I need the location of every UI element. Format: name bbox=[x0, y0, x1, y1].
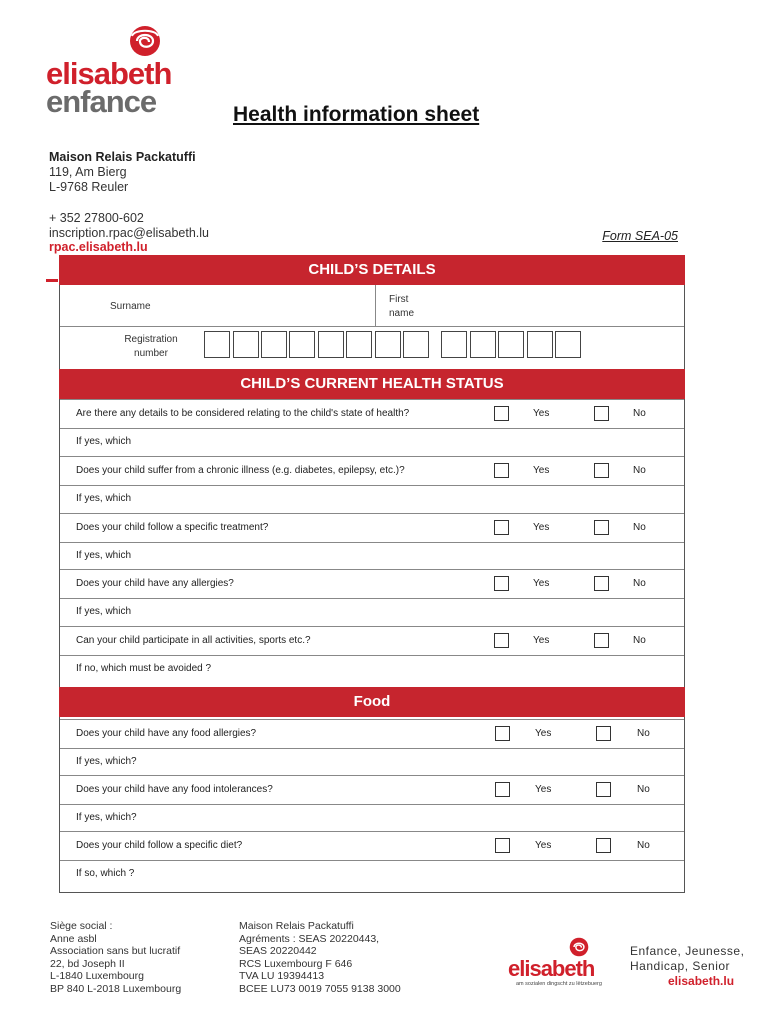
yes-checkbox[interactable] bbox=[495, 782, 510, 797]
rose-icon bbox=[566, 936, 592, 958]
health-status-heading: CHILD’S CURRENT HEALTH STATUS bbox=[59, 369, 685, 399]
registration-digit-box[interactable] bbox=[233, 331, 259, 358]
no-checkbox[interactable] bbox=[596, 726, 611, 741]
registration-digit-box[interactable] bbox=[204, 331, 230, 358]
divider bbox=[60, 326, 684, 327]
divider bbox=[60, 831, 684, 832]
address-web[interactable]: rpac.elisabeth.lu bbox=[49, 240, 148, 254]
yes-label: Yes bbox=[533, 578, 550, 590]
follow-up-text: If so, which ? bbox=[76, 868, 135, 879]
registration-digit-box[interactable] bbox=[527, 331, 553, 358]
footer-line: Anne asbl bbox=[50, 932, 97, 945]
divider bbox=[60, 626, 684, 627]
yes-label: Yes bbox=[533, 521, 550, 533]
footer-url[interactable]: elisabeth.lu bbox=[668, 974, 735, 988]
footer-line: BCEE LU73 0019 7055 9138 3000 bbox=[239, 982, 401, 995]
yes-checkbox[interactable] bbox=[494, 463, 509, 478]
no-label: No bbox=[637, 784, 650, 795]
footer-line: Maison Relais Packatuffi bbox=[239, 920, 354, 932]
yes-checkbox[interactable] bbox=[495, 838, 510, 853]
yes-checkbox[interactable] bbox=[494, 406, 509, 421]
registration-digit-box[interactable] bbox=[498, 331, 524, 358]
no-label: No bbox=[633, 464, 646, 476]
logo-line-1: elisabeth bbox=[46, 56, 172, 91]
divider bbox=[60, 655, 684, 656]
no-label: No bbox=[633, 578, 646, 590]
footer-line: 22, bd Joseph II bbox=[50, 957, 125, 970]
rose-icon bbox=[124, 24, 166, 58]
footer-line: L-1840 Luxembourg bbox=[50, 970, 144, 982]
address-city: L-9768 Reuler bbox=[49, 180, 129, 194]
question-text: Does your child suffer from a chronic illness (e.g. diabetes, epilepsy, etc.)? bbox=[76, 464, 405, 476]
footer-registration-col bbox=[239, 920, 401, 995]
follow-up-text: If yes, which bbox=[76, 492, 132, 504]
divider bbox=[60, 399, 684, 400]
address-email[interactable]: inscription.rpac@elisabeth.lu bbox=[49, 226, 209, 240]
registration-digit-box[interactable] bbox=[261, 331, 287, 358]
divider bbox=[60, 719, 684, 720]
divider bbox=[60, 428, 684, 429]
divider bbox=[60, 598, 684, 599]
follow-up-text: If yes, which bbox=[76, 436, 132, 447]
question-text: Are there any details to be considered relating to the child's state of health? bbox=[76, 408, 410, 419]
registration-digit-box[interactable] bbox=[555, 331, 581, 358]
question-text: Does your child have any food allergies? bbox=[76, 728, 257, 739]
divider bbox=[60, 775, 684, 776]
divider bbox=[60, 513, 684, 514]
registration-digit-box[interactable] bbox=[318, 331, 344, 358]
footer-line: RCS Luxembourg F 646 bbox=[239, 957, 353, 970]
red-tick-divider bbox=[46, 279, 58, 282]
registration-digit-box[interactable] bbox=[441, 331, 467, 358]
follow-up-text: If no, which must be avoided ? bbox=[76, 663, 212, 675]
no-checkbox[interactable] bbox=[594, 576, 609, 591]
registration-digit-box[interactable] bbox=[470, 331, 496, 358]
registration-digit-box[interactable] bbox=[346, 331, 372, 358]
footer-line: Siège social : bbox=[50, 920, 113, 932]
no-label: No bbox=[633, 635, 646, 647]
no-label: No bbox=[633, 408, 646, 419]
registration-label: Registration number bbox=[124, 334, 178, 359]
registration-digit-box[interactable] bbox=[403, 331, 429, 358]
footer-line: BP 840 L-2018 Luxembourg bbox=[50, 982, 182, 995]
address-street: 119, Am Bierg bbox=[49, 165, 127, 179]
follow-up-text: If yes, which? bbox=[76, 756, 137, 767]
no-label: No bbox=[637, 840, 650, 851]
address-org: Maison Relais Packatuffi bbox=[49, 150, 196, 164]
yes-label: Yes bbox=[533, 408, 550, 419]
yes-label: Yes bbox=[535, 728, 552, 739]
yes-checkbox[interactable] bbox=[495, 726, 510, 741]
yes-checkbox[interactable] bbox=[494, 520, 509, 535]
follow-up-text: If yes, which? bbox=[76, 812, 137, 823]
elisabeth-enfance-logo bbox=[40, 24, 200, 119]
footer-tagline-1: Enfance, Jeunesse, bbox=[630, 944, 745, 958]
footer-tagline-2: Handicap, Senior bbox=[630, 959, 731, 973]
address-phone: + 352 27800-602 bbox=[49, 211, 144, 225]
question-text: Does your child have any food intolerances? bbox=[76, 784, 273, 795]
footer-line: Agréments : SEAS 20220443, bbox=[239, 932, 380, 945]
divider bbox=[60, 456, 684, 457]
form-id: Form SEA-05 bbox=[602, 229, 678, 243]
follow-up-text: If yes, which bbox=[76, 606, 132, 618]
no-checkbox[interactable] bbox=[594, 520, 609, 535]
food-heading: Food bbox=[59, 687, 685, 717]
question-text: Does your child follow a specific treatment? bbox=[76, 521, 269, 533]
question-text: Does your child have any allergies? bbox=[76, 578, 234, 590]
registration-digit-box[interactable] bbox=[375, 331, 401, 358]
footer-line: Association sans but lucratif bbox=[50, 945, 181, 957]
yes-checkbox[interactable] bbox=[494, 576, 509, 591]
divider bbox=[60, 485, 684, 486]
footer-logo-text: elisabeth bbox=[508, 956, 595, 981]
no-label: No bbox=[637, 728, 650, 739]
footer-legal-col bbox=[50, 920, 181, 995]
footer-logo-subtitle: am sozialen dingscht zu lëtzebuerg bbox=[516, 981, 602, 987]
no-checkbox[interactable] bbox=[594, 463, 609, 478]
divider bbox=[60, 569, 684, 570]
childs-details-heading: CHILD’S DETAILS bbox=[59, 255, 685, 285]
yes-label: Yes bbox=[533, 464, 550, 476]
question-text: Can your child participate in all activities, sports etc.? bbox=[76, 635, 311, 647]
yes-label: Yes bbox=[535, 840, 552, 851]
divider bbox=[375, 285, 376, 326]
no-label: No bbox=[633, 521, 646, 533]
yes-checkbox[interactable] bbox=[494, 633, 509, 648]
no-checkbox[interactable] bbox=[594, 406, 609, 421]
logo-line-2: enfance bbox=[46, 84, 157, 119]
registration-digit-box[interactable] bbox=[289, 331, 315, 358]
no-checkbox[interactable] bbox=[594, 633, 609, 648]
footer-line: SEAS 20220442 bbox=[239, 945, 317, 957]
surname-label: Surname bbox=[110, 301, 151, 312]
divider bbox=[60, 860, 684, 861]
page-title: Health information sheet bbox=[233, 103, 480, 126]
no-checkbox[interactable] bbox=[596, 782, 611, 797]
footer-logo bbox=[508, 936, 748, 996]
no-checkbox[interactable] bbox=[596, 838, 611, 853]
yes-label: Yes bbox=[535, 784, 552, 795]
divider bbox=[60, 748, 684, 749]
question-text: Does your child follow a specific diet? bbox=[76, 840, 243, 851]
divider bbox=[60, 542, 684, 543]
divider bbox=[60, 804, 684, 805]
first-name-label: First name bbox=[389, 294, 415, 319]
follow-up-text: If yes, which bbox=[76, 549, 132, 561]
footer-line: TVA LU 19394413 bbox=[239, 970, 325, 982]
yes-label: Yes bbox=[533, 635, 550, 647]
